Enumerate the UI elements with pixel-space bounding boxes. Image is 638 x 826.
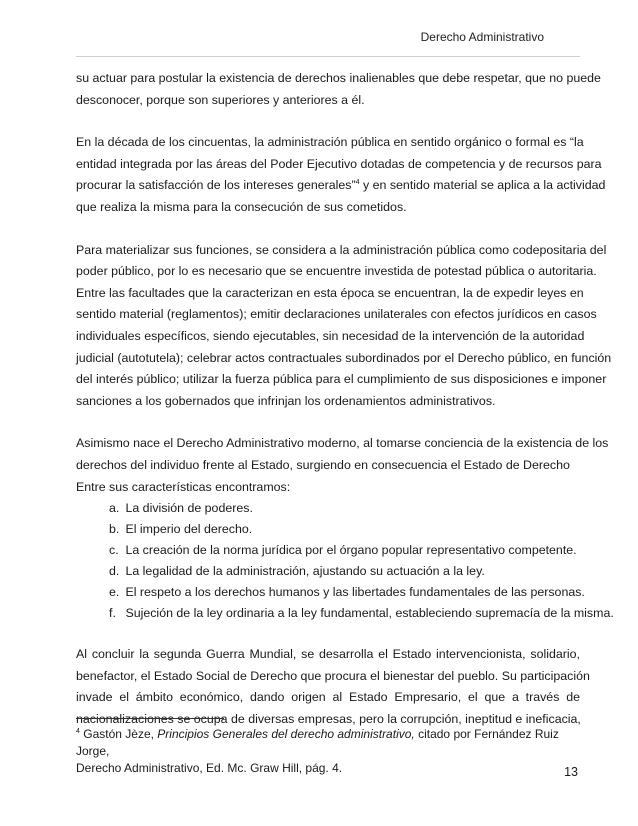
list-marker: b. — [109, 522, 120, 537]
paragraph-2 — [76, 132, 606, 218]
footnote-title: Principios Generales del derecho administrativo, — [157, 727, 415, 741]
list-marker: e. — [109, 585, 120, 600]
text-line: sanciones a los gobernados que infrinjan los ordenamientos administrativos. — [76, 393, 496, 408]
text-line: En la década de los cincuentas, la administración pública en sentido orgánico o formal es “la — [76, 135, 584, 150]
text-line-with-footnote — [76, 175, 606, 197]
text-line: del interés público; utilizar la fuerza pública para el cumplimiento de sus disposiciones e imponer — [76, 372, 607, 387]
text-line: individuales específicos, siendo ejecutables, sin necesidad de la intervención de la autoridad — [76, 328, 585, 343]
paragraph-1 — [76, 68, 601, 111]
text-line: benefactor, el Estado Social de Derecho que procura el bienestar del pueblo. Su participación — [76, 668, 590, 683]
paragraph-3 — [76, 240, 612, 413]
text-line: desconocer, porque son superiores y anteriores a él. — [76, 92, 365, 107]
text-line: Al concluir la segunda Guerra Mundial, se desarrolla el Estado intervencionista, solidario, — [76, 647, 580, 662]
text-line: derechos del individuo frente al Estado, surgiendo en consecuencia el Estado de Derecho — [76, 457, 570, 472]
text-line: entidad integrada por las áreas del Poder Ejecutivo dotadas de competencia y de recursos para — [76, 156, 602, 171]
footnote-author: Gastón Jèze, — [79, 727, 158, 741]
page-number: 13 — [564, 765, 578, 779]
list-text: La legalidad de la administración, ajustando su actuación a la ley. — [125, 564, 485, 579]
text-line: judicial (autotutela); celebrar actos contractuales subordinados por el Derecho público, en función — [76, 350, 612, 365]
text-line: sentido material (reglamentos); emitir declaraciones unilaterales con efectos jurídicos en casos — [76, 307, 597, 322]
list-item — [76, 603, 614, 624]
list-item — [76, 540, 580, 561]
text-segment: procurar la satisfacción de los intereses generales” — [76, 178, 356, 193]
running-header: Derecho Administrativo — [420, 30, 544, 44]
list-marker: a. — [109, 501, 120, 516]
characteristics-list — [76, 498, 614, 624]
text-segment: y en sentido material se aplica a la actividad — [359, 178, 606, 193]
paragraph-4 — [76, 433, 609, 498]
footnote — [76, 726, 586, 777]
footnote-divider — [76, 718, 224, 719]
footnote-number: 4 — [76, 728, 80, 735]
footnote-reference: 4 — [355, 179, 360, 187]
list-marker: d. — [109, 564, 120, 579]
list-text: Sujeción de la ley ordinaria a la ley fundamental, estableciendo supremacía de la misma. — [122, 606, 614, 621]
list-item — [76, 561, 580, 582]
text-line: Asimismo nace el Derecho Administrativo moderno, al tomarse conciencia de la existencia de los — [76, 436, 609, 451]
list-text: El respeto a los derechos humanos y las libertades fundamentales de las personas. — [125, 585, 585, 600]
footnote-rest: citado por Fernández Ruiz Jorge, — [76, 727, 559, 758]
footnote-line — [76, 726, 586, 760]
text-line: Entre las facultades que la caracterizan en esta época se encuentran, la de expedir leyes en — [76, 285, 584, 300]
page-body — [76, 68, 614, 751]
header-divider — [76, 56, 580, 57]
footnote-line: Derecho Administrativo, Ed. Mc. Graw Hill, pág. 4. — [76, 761, 343, 775]
text-line: invade el ámbito económico, dando origen al Estado Empresario, el que a través de — [76, 690, 580, 705]
list-item — [76, 519, 580, 540]
list-text: La creación de la norma jurídica por el órgano popular representativo competente. — [125, 543, 577, 558]
list-text: La división de poderes. — [125, 501, 253, 516]
list-text: El imperio del derecho. — [125, 522, 253, 537]
list-item — [76, 498, 580, 519]
list-item — [76, 582, 585, 603]
text-line: Entre sus características encontramos: — [76, 479, 291, 494]
text-line: Para materializar sus funciones, se considera a la administración pública como codepositaria del — [76, 242, 607, 257]
list-marker: f. — [109, 606, 116, 621]
text-line: su actuar para postular la existencia de derechos inalienables que debe respetar, que no puede — [76, 71, 601, 85]
text-line: poder público, por lo es necesario que se encuentre investida de potestad pública o autoritaria. — [76, 264, 597, 279]
list-marker: c. — [109, 543, 119, 558]
text-line: nacionalizaciones se ocupa de diversas empresas, pero la corrupción, ineptitud e ineficacia, — [76, 711, 581, 726]
text-line: que realiza la misma para la consecución de sus cometidos. — [76, 199, 407, 214]
